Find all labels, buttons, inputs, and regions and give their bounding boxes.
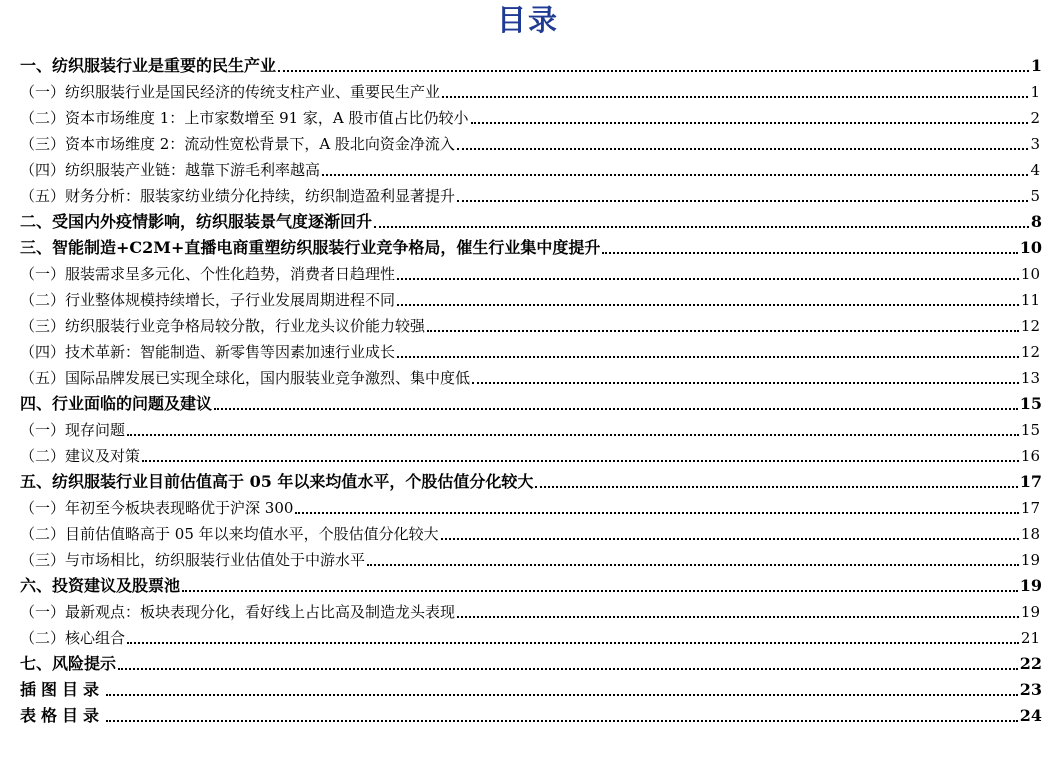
toc-section-link[interactable]	[0, 208, 1056, 234]
toc-page-number: 12	[1020, 343, 1040, 361]
toc-section-link[interactable]	[0, 468, 1056, 494]
toc-entry-title: （三）与市场相比，纺织服装行业估值处于中游水平	[20, 551, 366, 569]
toc-entry-title: （二）核心组合	[20, 629, 126, 647]
toc-page-number: 1	[1030, 83, 1040, 101]
toc-section-link[interactable]	[0, 650, 1056, 676]
toc-subsection-link[interactable]	[0, 338, 1056, 364]
toc-dot-leader	[295, 512, 1019, 514]
page-title: 目录	[496, 3, 559, 37]
toc-entry-title: （二）建议及对策	[20, 447, 141, 465]
toc-dot-leader	[427, 330, 1019, 332]
toc-entry-title: 六、投资建议及股票池	[20, 576, 181, 595]
toc-entry-title: 五、纺织服装行业目前估值高于 05 年以来均值水平，个股估值分化较大	[20, 472, 534, 491]
toc-subsection-link[interactable]	[0, 364, 1056, 390]
toc-section-link[interactable]	[0, 702, 1056, 728]
toc-entry-title: 二、受国内外疫情影响，纺织服装景气度逐渐回升	[20, 212, 373, 231]
toc-page-number: 18	[1020, 525, 1040, 543]
toc-entry-title: （一）年初至今板块表现略优于沪深 300	[20, 499, 294, 517]
toc-page-number: 19	[1020, 603, 1040, 621]
toc-page-number: 11	[1020, 291, 1040, 309]
toc-page-number: 8	[1030, 212, 1042, 231]
toc-dot-leader	[441, 538, 1019, 540]
toc-subsection-link[interactable]	[0, 182, 1056, 208]
toc-entry-title: （二）目前估值略高于 05 年以来均值水平，个股估值分化较大	[20, 525, 439, 543]
toc-subsection-link[interactable]	[0, 286, 1056, 312]
toc-subsection-link[interactable]	[0, 546, 1056, 572]
toc-section-link[interactable]	[0, 234, 1056, 260]
toc-subsection-link[interactable]	[0, 312, 1056, 338]
toc-entry-title: （二）行业整体规模持续增长，子行业发展周期进程不同	[20, 291, 396, 309]
toc-page-number: 2	[1030, 109, 1040, 127]
toc-dot-leader	[535, 486, 1017, 488]
toc-dot-leader	[457, 200, 1028, 202]
toc-dot-leader	[442, 96, 1028, 98]
toc-list	[0, 52, 1056, 728]
toc-entry-title: （四）技术革新：智能制造、新零售等因素加速行业成长	[20, 343, 396, 361]
toc-page-number: 24	[1019, 706, 1042, 725]
toc-dot-leader	[127, 434, 1019, 436]
toc-dot-leader	[322, 174, 1028, 176]
toc-dot-leader	[457, 148, 1029, 150]
toc-section-link[interactable]	[0, 572, 1056, 598]
toc-page-number: 19	[1020, 551, 1040, 569]
toc-entry-title: 四、行业面临的问题及建议	[20, 394, 213, 413]
toc-dot-leader	[397, 356, 1019, 358]
toc-entry-title: 三、智能制造+C2M+直播电商重塑纺织服装行业竞争格局，催生行业集中度提升	[20, 238, 601, 257]
toc-dot-leader	[457, 616, 1019, 618]
toc-page-number: 13	[1020, 369, 1040, 387]
toc-subsection-link[interactable]	[0, 104, 1056, 130]
toc-page-number: 17	[1020, 499, 1040, 517]
toc-subsection-link[interactable]	[0, 260, 1056, 286]
toc-entry-title: 表格目录	[20, 706, 105, 725]
toc-dot-leader	[471, 122, 1029, 124]
toc-page-number: 3	[1030, 135, 1040, 153]
toc-entry-title: （四）纺织服装产业链：越靠下游毛利率越高	[20, 161, 321, 179]
toc-dot-leader	[182, 590, 1018, 592]
toc-page-number: 5	[1030, 187, 1040, 205]
toc-section-link[interactable]	[0, 390, 1056, 416]
toc-page-number: 22	[1019, 654, 1042, 673]
toc-page-number: 15	[1020, 421, 1040, 439]
toc-entry-title: 一、纺织服装行业是重要的民生产业	[20, 56, 277, 75]
toc-page-number: 15	[1019, 394, 1042, 413]
toc-section-link[interactable]	[0, 52, 1056, 78]
toc-dot-leader	[278, 70, 1029, 72]
toc-entry-title: （一）纺织服装行业是国民经济的传统支柱产业、重要民生产业	[20, 83, 441, 101]
toc-page-number: 12	[1020, 317, 1040, 335]
toc-page-number: 23	[1019, 680, 1042, 699]
toc-dot-leader	[142, 460, 1019, 462]
toc-page-number: 19	[1019, 576, 1042, 595]
toc-entry-title: 七、风险提示	[20, 654, 117, 673]
toc-dot-leader	[127, 642, 1019, 644]
toc-entry-title: 插图目录	[20, 680, 105, 699]
toc-subsection-link[interactable]	[0, 130, 1056, 156]
toc-dot-leader	[397, 304, 1019, 306]
toc-page-number: 21	[1020, 629, 1040, 647]
toc-subsection-link[interactable]	[0, 156, 1056, 182]
toc-page-number: 17	[1019, 472, 1042, 491]
toc-dot-leader	[214, 408, 1018, 410]
toc-page-number: 16	[1020, 447, 1040, 465]
toc-subsection-link[interactable]	[0, 494, 1056, 520]
toc-dot-leader	[106, 694, 1018, 696]
toc-page-number: 1	[1030, 56, 1042, 75]
toc-dot-leader	[374, 226, 1029, 228]
toc-entry-title: （五）国际品牌发展已实现全球化，国内服装业竞争激烈、集中度低	[20, 369, 471, 387]
toc-page-number: 10	[1020, 265, 1040, 283]
toc-subsection-link[interactable]	[0, 442, 1056, 468]
toc-entry-title: （三）纺织服装行业竞争格局较分散，行业龙头议价能力较强	[20, 317, 426, 335]
toc-entry-title: （一）服装需求呈多元化、个性化趋势，消费者日趋理性	[20, 265, 396, 283]
toc-dot-leader	[118, 668, 1018, 670]
toc-entry-title: （二）资本市场维度 1：上市家数增至 91 家，A 股市值占比仍较小	[20, 109, 469, 127]
toc-subsection-link[interactable]	[0, 416, 1056, 442]
toc-dot-leader	[397, 278, 1019, 280]
toc-subsection-link[interactable]	[0, 624, 1056, 650]
toc-subsection-link[interactable]	[0, 520, 1056, 546]
toc-entry-title: （三）资本市场维度 2：流动性宽松背景下，A 股北向资金净流入	[20, 135, 455, 153]
toc-dot-leader	[602, 252, 1017, 254]
toc-entry-title: （一）现存问题	[20, 421, 126, 439]
toc-dot-leader	[106, 720, 1018, 722]
toc-entry-title: （五）财务分析：服装家纺业绩分化持续，纺织制造盈利显著提升	[20, 187, 456, 205]
toc-entry-title: （一）最新观点：板块表现分化，看好线上占比高及制造龙头表现	[20, 603, 456, 621]
toc-page-number: 10	[1019, 238, 1042, 257]
toc-subsection-link[interactable]	[0, 78, 1056, 104]
toc-dot-leader	[472, 382, 1019, 384]
toc-dot-leader	[367, 564, 1019, 566]
toc-section-link[interactable]	[0, 676, 1056, 702]
toc-subsection-link[interactable]	[0, 598, 1056, 624]
toc-page-number: 4	[1030, 161, 1040, 179]
